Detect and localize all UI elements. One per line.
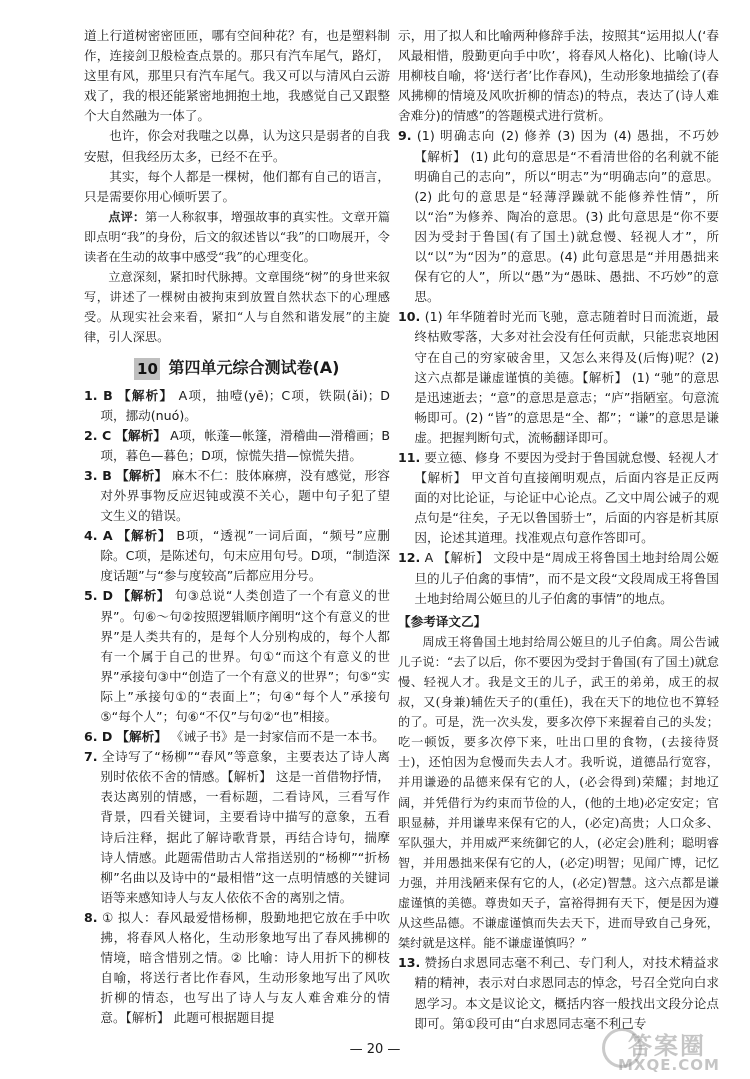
essay-paragraph-2: 也许，你会对我嗤之以鼻，认为这只是弱者的自我安慰，但我经历太多，已经不在乎。 [84, 128, 390, 164]
comment-paragraph [84, 207, 390, 267]
answer-text: 麻木不仁：肢体麻痹，没有感觉，形容对外界事物反应迟钝或漠不关心，题中句子犯了望文生义的错误。 [100, 467, 390, 524]
answer-continuation: 示，用了拟人和比喻两种修辞手法，按照其“运用拟人(‘春风最相惜，殷勤更向手中吹’，将春风人格化)、比喻(诗人用柳枝自喻，将‘送行者’比作春风)，生动形象地描绘了(春风拂柳的情境及风吹折柳的情态)的特点，表达了(诗人难舍难分)的情感”的答题模式进行赏析。 [398, 28, 719, 124]
answer-item [398, 307, 719, 448]
answer-text: ① 拟人：春风最爱惜杨柳，殷勤地把它放在手中吹拂，将春风人格化，生动形象地写出了春风拂柳的情境，暗含惜别之情。② 比喻：诗人用折下的柳枝自喻，将送行者比作春风，生动形象地写出了风吹折柳的情态，也写出了诗人与友人难舍难分的情意。【解析】 此题可根据题目提 [100, 909, 390, 1026]
answer-text: B项，“透视”一词后面，“频号”应删除。C项，是陈述句，句末应用句号。D项，“制造深度话题”与“参与度较高”后都应用分号。 [100, 528, 390, 584]
answer-text: (1) 年华随着时光而飞驰，意志随着时日而流逝，最终枯败零落，大多对社会没有任何贡献，只能悲哀地困守在自己的穷家破舍里，又怎么来得及(后悔)呢？(2) 这六点都是谦虚谨慎的美德。【解析】 (1) “驰”的意思是迅速逝去；“意”的意思是意志；“庐”指陋室。句意流畅即可。(2) “皆”的意思是“全、都”；“谦”的意思是谦虚。把握判断句式，流畅翻译即可。 [414, 309, 719, 445]
watermark-logo [600, 1024, 740, 1076]
answer-number: 1. B [84, 387, 113, 403]
answer-number: 6. D [84, 729, 113, 745]
answer-number: 10. [398, 309, 421, 325]
answer-number: 2. C [84, 427, 112, 443]
answer-item [84, 586, 390, 727]
section-number-badge: 10 [134, 358, 160, 380]
reference-translation-text: 周成王将鲁国土地封给周公姬旦的儿子伯禽。周公告诫儿子说：“去了以后，你不要因为受封于鲁国(有了国土)就怠慢、轻视人才。我是文王的儿子，武王的弟弟，成王的叔叔，又(身兼)辅佐天子的(重任)，我在天下的地位也不算轻的了。可是，洗一次头发，要多次停下来握着自己的头发；吃一顿饭，要多次停下来，吐出口里的食物，(去接待贤士)，还怕因为怠慢而失去人才。我听说，道德品行宽容，并用谦逊的品德来保有它的人，(必会得到)荣耀；封地辽阔，并凭借行为约束而节俭的人，(他的土地)必定安定；官职显赫，并用谦卑来保有它的人，(必定)高贵；人口众多、军队强大，并用威严来统御它的人，(必定会)胜利；聪明睿智，并用愚拙来保有它的人，(必定)明智；见闻广博，记忆力强，并用浅陋来保有它的人，(必定)智慧。这六点都是谦虚谨慎的美德。尊贵如天子，富裕得拥有天下，便是因为遵从这些品德。不谦虚谨慎而失去天下，进而导致自己身死，桀纣就是这样。能不谦虚谨慎吗？” [398, 634, 719, 951]
answer-number: 3. B [84, 467, 112, 483]
answer-number: 9. [398, 128, 412, 144]
essay-paragraph-1: 道上行道树密密匝匝，哪有空间种花？有，也是塑料制作，连接剑卫般检查点景的。那只有汽车尾气，路灯，这里有风，那里只有汽车尾气。我又可以与清风白云游戏了，我的根还能紧密地拥抱土地，我感觉自己又跟整个大自然融为一体了。 [84, 28, 390, 124]
comment-paragraph-2: 立意深刻，紧扣时代脉搏。文章围绕“树”的身世来叙写，讲述了一棵树由被拘束到放置自然状态下的心理感受。从现实社会来看，紧扣“人与自然和谐发展”的主旋律，引人深思。 [84, 270, 390, 345]
answer-number: 11. [398, 449, 421, 465]
watermark-text: 答案圈 [628, 1032, 706, 1060]
answer-text: 全诗写了“杨柳”“春风”等意象，主要表达了诗人离别时依依不舍的情感。【解析】 这是一首借物抒情，表达离别的情感，一看标题，二看诗风，三看写作背景，四看关键词，主要看诗中描写的意象，五看诗后注释，据此了解诗歌背景，再结合诗句，揣摩诗人情感。此题需借助古人常指送别的“杨柳”“折杨柳”名曲以及诗中的“最相惜”这一点明情感的关键词语等来感知诗人与友人依依不舍的离别之情。 [100, 749, 390, 905]
answer-text: A项，帐蓬—帐篷，滑稽曲—滑稽画；B项，暮色—暮色；D项，惊慌失措—惊慌失措。 [100, 427, 390, 463]
answer-number: 13. [398, 955, 421, 971]
answer-item [398, 548, 719, 608]
analysis-label: 【解析】 [117, 528, 172, 544]
left-column [84, 26, 390, 1029]
analysis-label: 【解析】 [116, 729, 167, 745]
answer-item [84, 727, 390, 747]
answer-text: A项，抽噎(yē)；C项，铁陨(ǎi)；D项，挪动(nuó)。 [100, 387, 391, 423]
answer-item [84, 386, 390, 426]
answer-text: (1) 明确志向 (2) 修养 (3) 因为 (4) 愚拙，不巧妙 【解析】 (1) 此句的意思是“不看清世俗的名利就不能明确自己的志向”，所以“明志”为“明确志向”的意思。(2) 此句的意思是“轻薄浮躁就不能修养性情”，所以“治”为修养、陶冶的意思。(3) 此句意思是“你不要因为受封于鲁国(有了国土)就怠慢、轻视人才”，所以“以”为“因为”的意思。(4) 此句意思是“并用愚拙来保有它的人”，所以“愚”为“愚昧、愚拙、不巧妙”的意思。 [414, 128, 719, 305]
answer-item [398, 126, 719, 307]
answer-item [398, 448, 719, 548]
answer-item [84, 466, 390, 526]
answer-text: 《诫子书》是一封家信而不是一本书。 [170, 729, 385, 745]
page-number: — 20 — [349, 1042, 401, 1057]
answer-number: 5. D [84, 588, 113, 604]
answer-item [84, 747, 390, 908]
analysis-label: 【解析】 [116, 467, 168, 483]
answer-number: 12. [398, 550, 421, 566]
answer-text: 赞扬白求恩同志毫不利己、专门利人，对技术精益求精的精神，表示对白求恩同志的悼念，号召全党向白求恩学习。本文是议论文，概括内容一般找出文段分论点即可。第①段可由“白求恩同志毫不利己专 [414, 955, 720, 1031]
analysis-label: 【解析】 [117, 588, 171, 604]
answer-number: 8. [84, 909, 98, 925]
comment-label: 点评： [108, 209, 146, 224]
answer-number: 7. [84, 749, 98, 765]
comment-text: 第一人称叙事，增强故事的真实性。文章开篇即点明“我”的身份，后文的叙述皆以“我”的口吻展开，令读者在生动的故事中感受“我”的心理变化。 [84, 209, 391, 265]
answer-item [84, 426, 390, 466]
answer-number: 4. A [84, 528, 113, 544]
essay-paragraph-3: 其实，每个人都是一棵树，他们都有自己的语言，只是需要你用心倾听罢了。 [84, 168, 390, 204]
reference-translation-heading: 【参考译文乙】 [398, 613, 487, 629]
section-title: 第四单元综合测试卷(A) [168, 358, 340, 378]
right-column [398, 26, 719, 1034]
section-header [84, 358, 390, 380]
watermark-url: MXQE.COM [618, 1056, 720, 1074]
answer-item [84, 526, 390, 586]
analysis-label: 【解析】 [115, 427, 166, 443]
answer-text: A 【解析】 文段中是“周成王将鲁国土地封给周公姬旦的儿子伯禽的事情”，而不是文段“文段周成王将鲁国土地封给周公姬旦的儿子伯禽的事情”的地点。 [414, 550, 719, 606]
answer-item [398, 953, 719, 1033]
answer-text: 句③总说“人类创造了一个有意义的世界”。句⑥～句②按照逻辑顺序阐明“这个有意义的世界”是人类共有的，是每个人分别构成的，每个人都有一个属于自己的世界。句①“而这个有意义的世界”承接句③中“创造了一个有意义的世界”；句⑤“实际上”承接句①的“表面上”；句④“每个人”承接句⑤“每个人”；句⑥“不仅”与句②“也”相接。 [100, 588, 390, 724]
answer-text: 要立德、修身 不要因为受封于鲁国就怠慢、轻视人才 【解析】 甲文首句直接阐明观点，后面内容是正反两面的对比论证，与论证中心论点。乙文中周公诫子的观点句是“往矣，子无以鲁国骄士”，后面的内容是析其原因，论述其道理。找准观点句意作答即可。 [414, 449, 719, 546]
answer-item [84, 908, 390, 1029]
analysis-label: 【解析】 [118, 387, 174, 403]
